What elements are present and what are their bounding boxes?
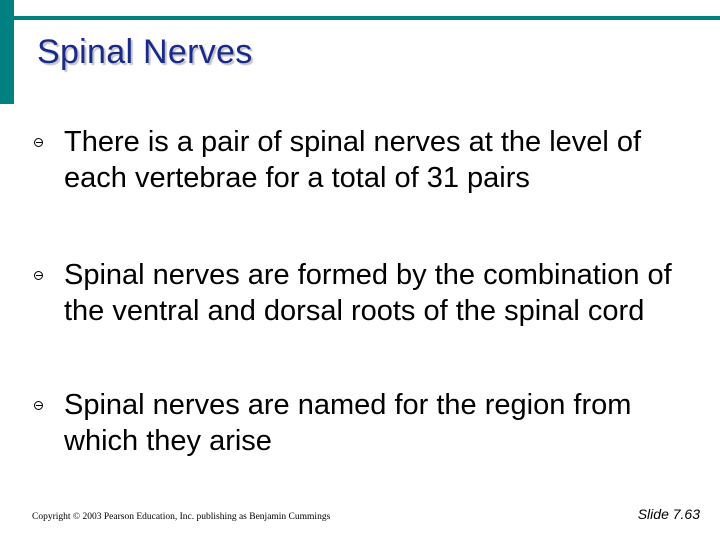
slide-number: Slide 7.63 <box>637 506 700 522</box>
circle-bullet-icon <box>34 271 43 280</box>
bullet-item <box>64 124 694 196</box>
accent-line <box>14 16 720 20</box>
circle-bullet-icon <box>34 138 43 147</box>
accent-bar <box>0 0 14 104</box>
bullet-text: Spinal nerves are formed by the combination of the ventral and dorsal roots of the spinal cord <box>64 259 672 327</box>
bullet-item <box>64 257 694 329</box>
circle-bullet-icon <box>34 401 43 410</box>
slide-title: Spinal Nerves <box>37 33 253 71</box>
bullet-item <box>64 387 694 459</box>
bullet-text: Spinal nerves are named for the region from which they arise <box>64 389 632 457</box>
copyright-notice: Copyright © 2003 Pearson Education, Inc. publishing as Benjamin Cummings <box>32 512 331 522</box>
bullet-text: There is a pair of spinal nerves at the level of each vertebrae for a total of 31 pairs <box>64 126 642 194</box>
